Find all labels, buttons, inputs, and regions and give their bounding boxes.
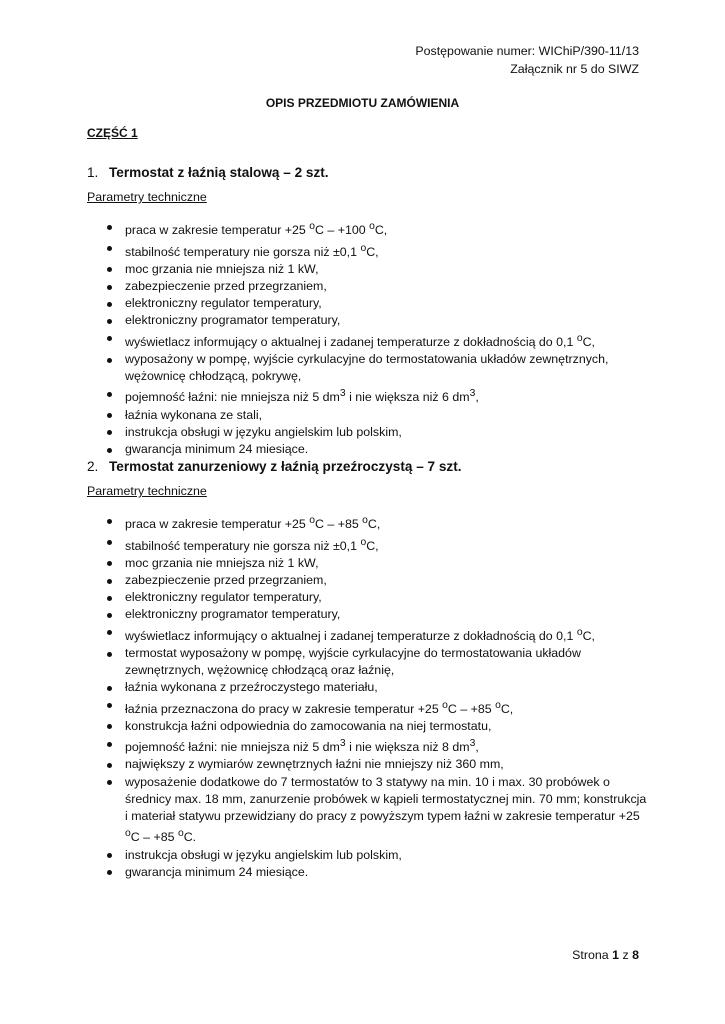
document-header xyxy=(415,42,639,78)
parameter-item: stabilność temperatury nie gorsza niż ±0,1 $^o$C, xyxy=(87,534,647,555)
parameter-item: łaźnia wykonana z przeźroczystego materiału, xyxy=(87,679,647,696)
document-title: OPIS PRZEDMIOTU ZAMÓWIENIA xyxy=(265,96,460,110)
current-page-number: 1 xyxy=(612,948,619,962)
parameter-item: łaźnia wykonana ze stali, xyxy=(87,407,647,424)
parameter-item: pojemność łaźni: nie mniejsza niż 5 $dm^3$ i nie większa niż 8 $dm^3$, xyxy=(87,735,647,756)
parameter-item: konstrukcja łaźni odpowiednia do zamocowania na niej termostatu, xyxy=(87,718,647,735)
parameter-item: praca w zakresie temperatur +25 $^o$C – +100 $^o$C, xyxy=(87,218,647,239)
section-1-subtitle: Parametry techniczne xyxy=(87,190,207,204)
section-number: 1. xyxy=(87,165,99,180)
parameter-item: elektroniczny programator temperatury, xyxy=(87,606,647,623)
section-2-title xyxy=(87,458,647,476)
parameter-item: elektroniczny regulator temperatury, xyxy=(87,295,647,312)
parameter-item: termostat wyposażony w pompę, wyjście cyrkulacyjne do termostatowania układów zewnętrznych, wężownicę chłodzącą oraz łaźnię, xyxy=(87,645,647,679)
page-separator: z xyxy=(622,948,629,962)
section-2-subtitle: Parametry techniczne xyxy=(87,484,207,498)
section-title-text: Termostat z łaźnią stalową – 2 szt. xyxy=(109,165,329,180)
parameter-item: elektroniczny programator temperatury, xyxy=(87,312,647,329)
section-2-parameter-list xyxy=(87,512,647,881)
parameter-item: największy z wymiarów zewnętrznych łaźni nie mniejszy niż 360 mm, xyxy=(87,756,647,773)
parameter-item: instrukcja obsługi w języku angielskim lub polskim, xyxy=(87,424,647,441)
parameter-item: praca w zakresie temperatur +25 $^o$C – +85 $^o$C, xyxy=(87,512,647,533)
section-1 xyxy=(87,164,647,458)
parameter-item: instrukcja obsługi w języku angielskim lub polskim, xyxy=(87,847,647,864)
part-heading: CZĘŚĆ 1 xyxy=(87,126,138,140)
section-2 xyxy=(87,458,647,881)
parameter-item: gwarancja minimum 24 miesiące. xyxy=(87,441,647,458)
parameter-item: wyświetlacz informujący o aktualnej i zadanej temperaturze z dokładnością do 0,1 $^o$C, xyxy=(87,624,647,645)
parameter-item: łaźnia przeznaczona do pracy w zakresie temperatur +25 $^o$C – +85 $^o$C, xyxy=(87,697,647,718)
section-1-parameter-list xyxy=(87,218,647,458)
parameter-item: wyposażenie dodatkowe do 7 termostatów to 3 statywy na min. 10 i max. 30 probówek o średnicy max. 18 mm, zanurzenie probówek w kąpieli termostatycznej min. 70 mm; konstrukcja i materiał statywu przewidziany do pracy z powyższym typem łaźni w zakresie temperatur +25 $^o$C – +85 $^o$C. xyxy=(87,774,647,847)
parameter-item: moc grzania nie mniejsza niż 1 kW, xyxy=(87,261,647,278)
page-footer xyxy=(572,947,639,964)
parameter-item: moc grzania nie mniejsza niż 1 kW, xyxy=(87,555,647,572)
procedure-number: Postępowanie numer: WIChiP/390-11/13 xyxy=(415,44,639,58)
parameter-item: stabilność temperatury nie gorsza niż ±0,1 $^o$C, xyxy=(87,240,647,261)
parameter-item: wyświetlacz informujący o aktualnej i zadanej temperaturze z dokładnością do 0,1 $^o$C, xyxy=(87,330,647,351)
parameter-item: gwarancja minimum 24 miesiące. xyxy=(87,864,647,881)
section-title-text: Termostat zanurzeniowy z łaźnią przeźroczystą – 7 szt. xyxy=(109,459,462,474)
section-number: 2. xyxy=(87,459,99,474)
section-1-title xyxy=(87,164,647,182)
parameter-item: zabezpieczenie przed przegrzaniem, xyxy=(87,278,647,295)
page-label: Strona xyxy=(572,948,609,962)
parameter-item: pojemność łaźni: nie mniejsza niż 5 $dm^3$ i nie większa niż 6 $dm^3$, xyxy=(87,385,647,406)
parameter-item: wyposażony w pompę, wyjście cyrkulacyjne do termostatowania układów zewnętrznych, wężownicę chłodzącą, pokrywę, xyxy=(87,351,647,385)
parameter-item: elektroniczny regulator temperatury, xyxy=(87,589,647,606)
parameter-item: zabezpieczenie przed przegrzaniem, xyxy=(87,572,647,589)
attachment-label: Załącznik nr 5 do SIWZ xyxy=(510,62,639,76)
total-pages-number: 8 xyxy=(632,948,639,962)
